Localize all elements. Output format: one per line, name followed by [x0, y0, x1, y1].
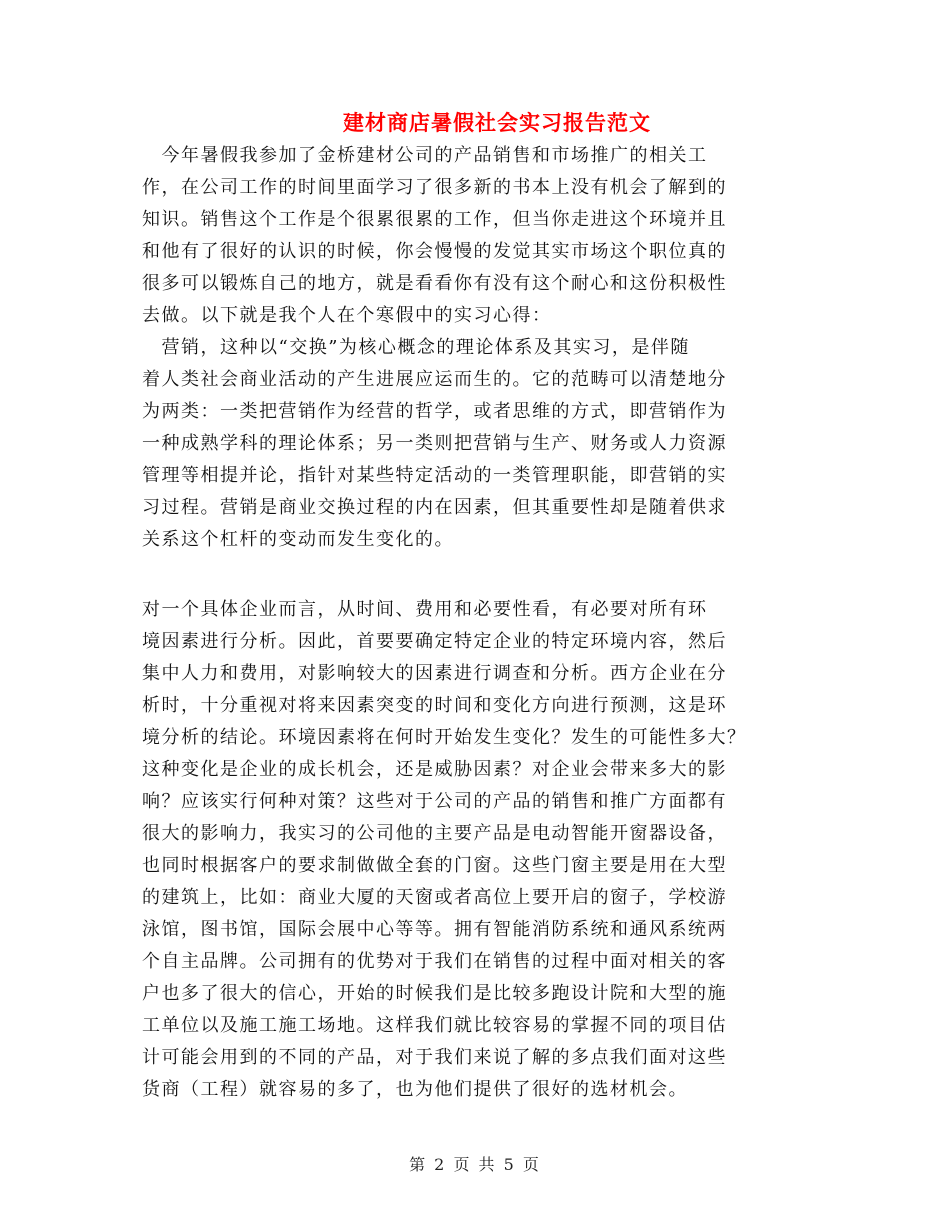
paragraph-3 — [142, 594, 808, 1106]
text-line: 对一个具体企业而言，从时间、费用和必要性看，有必要对所有环 — [142, 599, 708, 620]
page-number-footer: 第 2 页 共 5 页 — [409, 1155, 541, 1174]
text-line: 知识。销售这个工作是个很累很累的工作，但当你走进这个环境并且 — [142, 209, 727, 230]
text-line: 和他有了很好的认识的时候，你会慢慢的发觉其实市场这个职位真的 — [142, 241, 727, 262]
paragraph-2 — [142, 332, 808, 556]
text-line: 关系这个杠杆的变动而发生变化的。 — [142, 529, 454, 550]
text-line: 户也多了很大的信心，开始的时候我们是比较多跑设计院和大型的施 — [142, 983, 727, 1004]
text-line: 析时，十分重视对将来因素突变的时间和变化方向进行预测，这是环 — [142, 695, 727, 716]
text-line: 很大的影响力，我实习的公司他的主要产品是电动智能开窗器设备， — [142, 823, 727, 844]
text-line: 响？应该实行何种对策？这些对于公司的产品的销售和推广方面都有 — [142, 791, 727, 812]
text-line: 今年暑假我参加了金桥建材公司的产品销售和市场推广的相关工 — [142, 145, 708, 166]
text-line: 一种成熟学科的理论体系；另一类则把营销与生产、财务或人力资源 — [142, 433, 727, 454]
text-line: 工单位以及施工施工场地。这样我们就比较容易的掌握不同的项目估 — [142, 1015, 727, 1036]
paragraph-1 — [142, 140, 808, 332]
text-line: 境因素进行分析。因此，首要要确定特定企业的特定环境内容，然后 — [142, 631, 727, 652]
text-line: 为两类：一类把营销作为经营的哲学，或者思维的方式，即营销作为 — [142, 401, 727, 422]
text-line: 营销，这种以“交换”为核心概念的理论体系及其实习，是伴随 — [142, 337, 690, 358]
text-line: 习过程。营销是商业交换过程的内在因素，但其重要性却是随着供求 — [142, 497, 727, 518]
text-line: 的建筑上，比如：商业大厦的天窗或者高位上要开启的窗子，学校游 — [142, 887, 727, 908]
text-line: 着人类社会商业活动的产生进展应运而生的。它的范畴可以清楚地分 — [142, 369, 727, 390]
text-line: 货商（工程）就容易的多了，也为他们提供了很好的选材机会。 — [142, 1079, 688, 1100]
text-line: 也同时根据客户的要求制做做全套的门窗。这些门窗主要是用在大型 — [142, 855, 727, 876]
text-line: 这种变化是企业的成长机会，还是威胁因素？对企业会带来多大的影 — [142, 759, 727, 780]
document-title: 建材商店暑假社会实习报告范文 — [343, 111, 651, 135]
text-line: 很多可以锻炼自己的地方，就是看看你有没有这个耐心和这份积极性 — [142, 273, 727, 294]
text-line: 计可能会用到的不同的产品，对于我们来说了解的多点我们面对这些 — [142, 1047, 727, 1068]
paragraph-gap — [142, 556, 808, 594]
text-line: 管理等相提并论，指针对某些特定活动的一类管理职能，即营销的实 — [142, 465, 727, 486]
text-line: 个自主品牌。公司拥有的优势对于我们在销售的过程中面对相关的客 — [142, 951, 727, 972]
text-line: 作，在公司工作的时间里面学习了很多新的书本上没有机会了解到的 — [142, 177, 727, 198]
text-line: 境分析的结论。环境因素将在何时开始发生变化？发生的可能性多大？ — [142, 727, 747, 748]
text-line: 泳馆，图书馆，国际会展中心等等。拥有智能消防系统和通风系统两 — [142, 919, 727, 940]
text-line: 集中人力和费用，对影响较大的因素进行调查和分析。西方企业在分 — [142, 663, 727, 684]
text-line: 去做。以下就是我个人在个寒假中的实习心得： — [142, 305, 552, 326]
document-body — [142, 140, 808, 1106]
